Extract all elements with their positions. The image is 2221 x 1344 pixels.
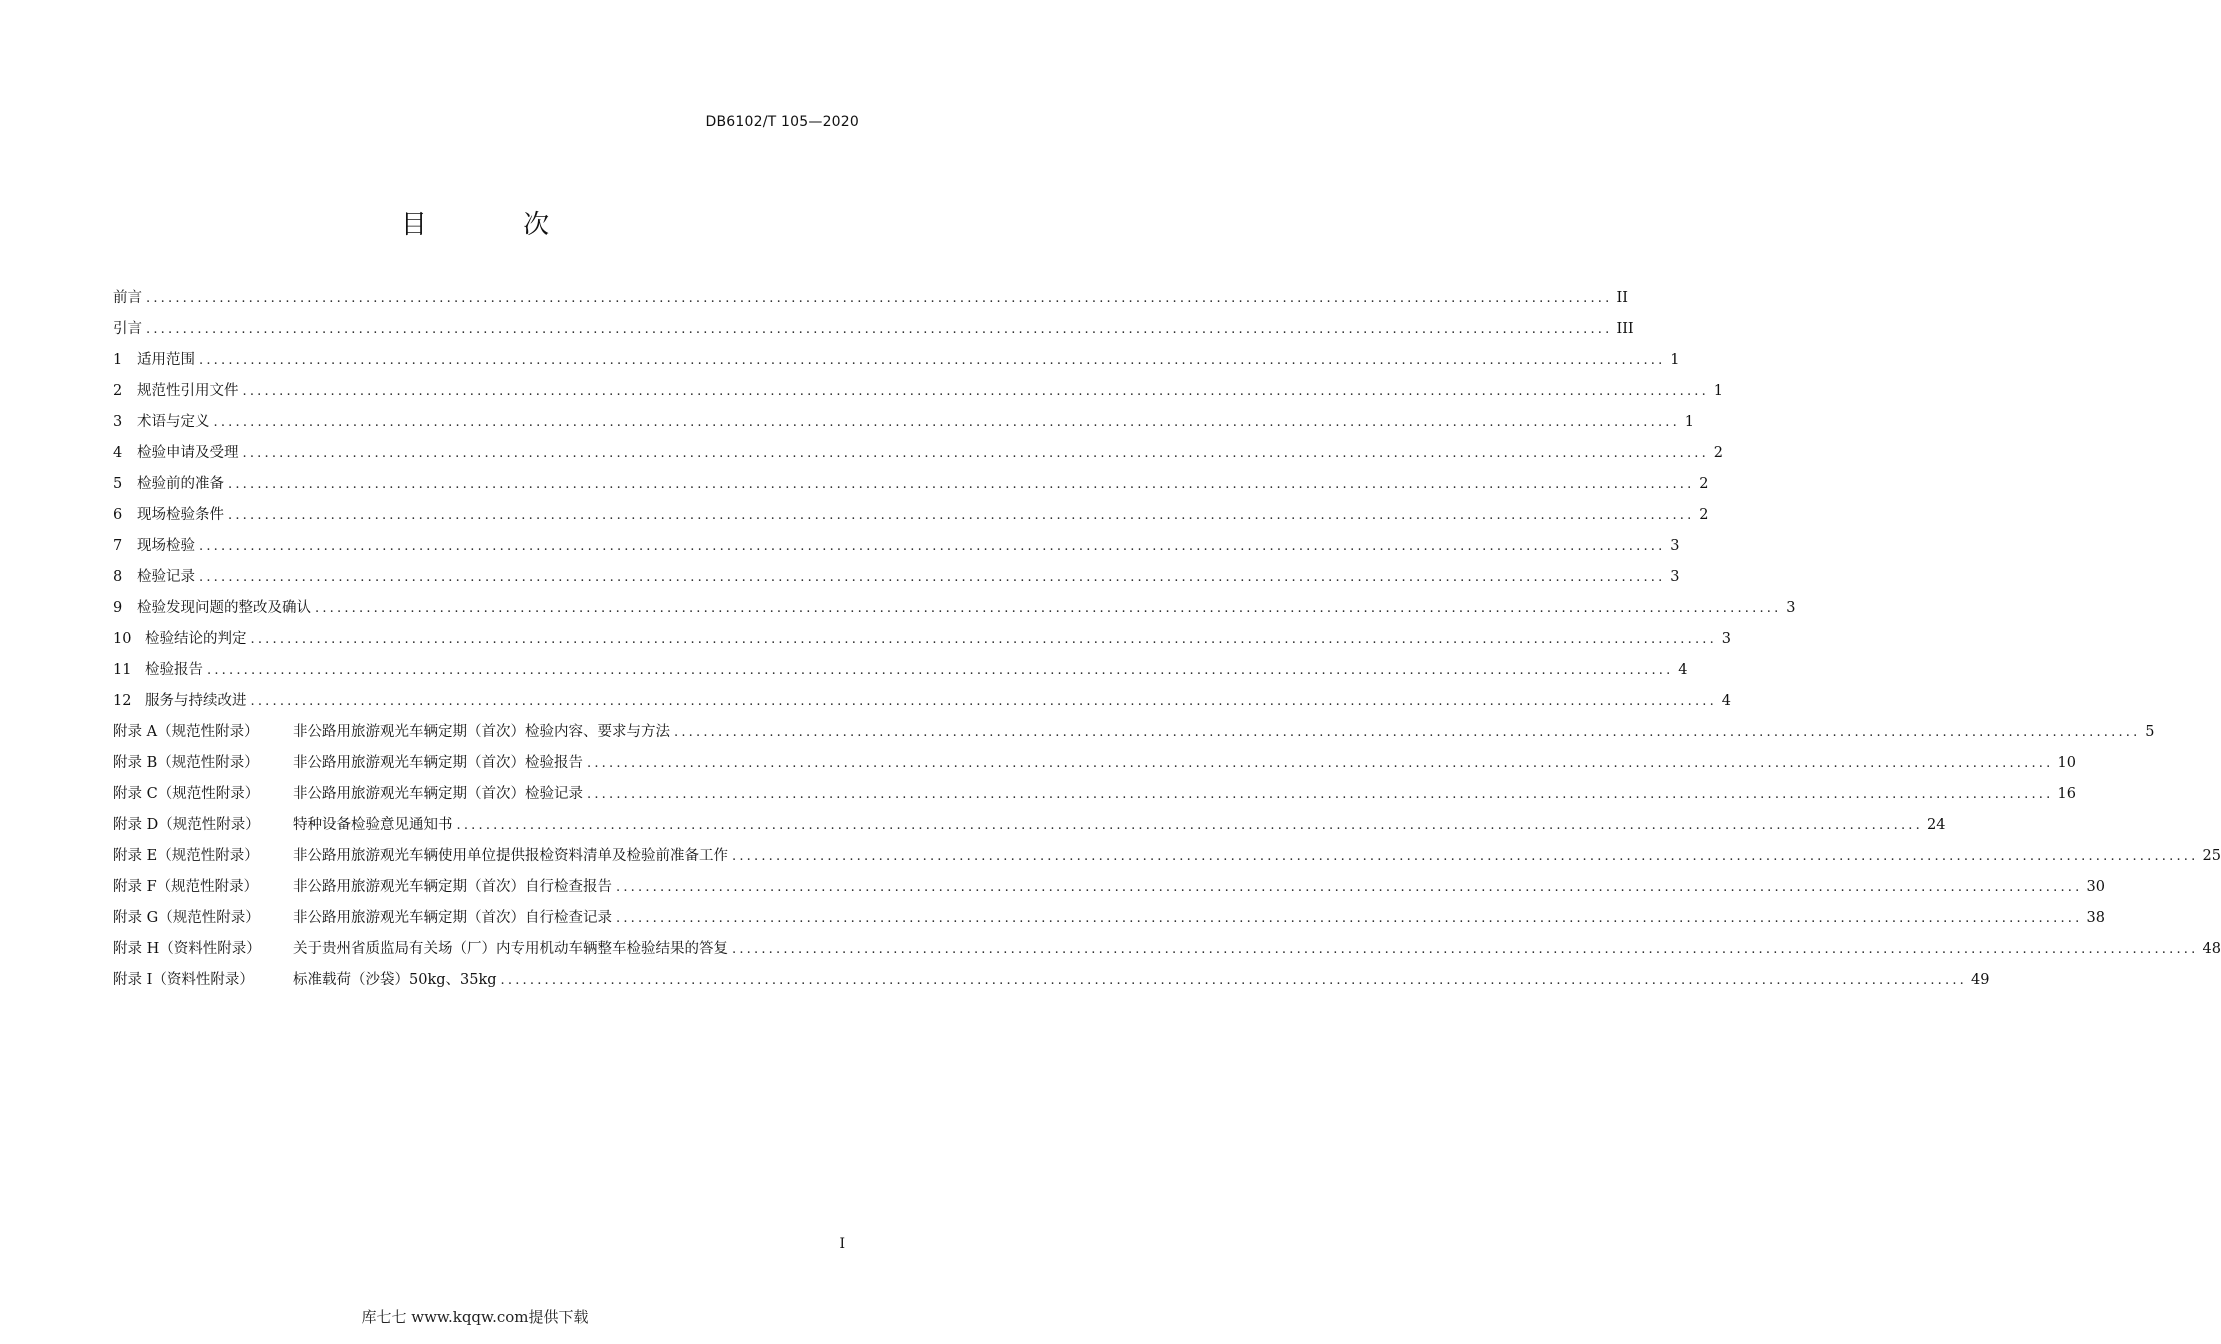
toc-dot-leader: ........................................................................................................................................................................................................	[199, 539, 1666, 554]
toc-entry-page: 16	[2057, 786, 2076, 802]
toc-entry-title: 标准载荷（沙袋）50kg、35kg	[293, 972, 497, 988]
toc-entry-title: 检验报告	[145, 662, 203, 678]
toc-entry-title: 现场检验条件	[137, 507, 224, 523]
toc-entry-title: 检验申请及受理	[137, 445, 239, 461]
toc-entry-page: 1	[1684, 414, 1694, 430]
toc-entry-page: 2	[1699, 507, 1709, 523]
toc-entry[interactable]	[113, 655, 1688, 686]
toc-entry[interactable]	[113, 624, 1731, 655]
toc-entry-page: 3	[1670, 569, 1680, 585]
toc-dot-leader: ........................................................................................................................................................................................................	[732, 849, 2199, 864]
toc-entry-page: 25	[2202, 848, 2221, 864]
toc-entry[interactable]	[113, 345, 1680, 376]
toc-entry-title: 规范性引用文件	[137, 383, 239, 399]
toc-dot-leader: ........................................................................................................................................................................................................	[242, 446, 1709, 461]
toc-entry-number: 附录 E（规范性附录）	[113, 848, 259, 864]
toc-entry-title: 特种设备检验意见通知书	[293, 817, 453, 833]
toc-entry[interactable]	[113, 841, 2221, 872]
toc-entry-title: 前言	[113, 290, 142, 306]
toc-entry-number: 6	[113, 507, 123, 523]
toc-entry-title: 检验发现问题的整改及确认	[137, 600, 311, 616]
toc-entry-title: 适用范围	[137, 352, 195, 368]
toc-entry-page: 10	[2057, 755, 2076, 771]
toc-entry[interactable]	[113, 686, 1731, 717]
toc-entry-number: 附录 D（规范性附录）	[113, 817, 260, 833]
toc-entry-page: 1	[1713, 383, 1723, 399]
toc-dot-leader: ........................................................................................................................................................................................................	[456, 818, 1923, 833]
toc-entry[interactable]	[113, 872, 2105, 903]
toc-entry-number: 附录 G（规范性附录）	[113, 910, 260, 926]
toc-dot-leader: ........................................................................................................................................................................................................	[500, 973, 1968, 988]
toc-entry-page: 3	[1721, 631, 1731, 647]
toc-dot-leader: ........................................................................................................................................................................................................	[228, 477, 1695, 492]
toc-entry-number: 11	[113, 662, 132, 678]
toc-entry-page: 4	[1678, 662, 1688, 678]
toc-entry-number: 1	[113, 352, 123, 368]
toc-entry-number: 附录 C（规范性附录）	[113, 786, 260, 802]
toc-dot-leader: ........................................................................................................................................................................................................	[199, 570, 1666, 585]
toc-entry[interactable]	[113, 283, 1628, 314]
toc-entry-number: 9	[113, 600, 123, 616]
page-title: 目 次	[400, 210, 594, 240]
toc-entry-number: 7	[113, 538, 123, 554]
toc-dot-leader: ........................................................................................................................................................................................................	[207, 663, 1674, 678]
toc-entry-number: 2	[113, 383, 123, 399]
toc-entry[interactable]	[113, 748, 2076, 779]
toc-entry-page: II	[1616, 290, 1628, 306]
toc-entry-title: 非公路用旅游观光车辆定期（首次）检验记录	[293, 786, 583, 802]
toc-dot-leader: ........................................................................................................................................................................................................	[616, 911, 2083, 926]
toc-entry-title: 引言	[113, 321, 142, 337]
toc-entry[interactable]	[113, 779, 2076, 810]
toc-dot-leader: ........................................................................................................................................................................................................	[587, 756, 2054, 771]
toc-dot-leader: ........................................................................................................................................................................................................	[213, 415, 1680, 430]
toc-dot-leader: ........................................................................................................................................................................................................	[250, 694, 1717, 709]
toc-entry-page: 3	[1670, 538, 1680, 554]
toc-entry[interactable]	[113, 903, 2105, 934]
toc-entry[interactable]	[113, 934, 2221, 965]
toc-entry-page: 49	[1971, 972, 1990, 988]
toc-entry-number: 附录 A（规范性附录）	[113, 724, 259, 740]
toc-entry[interactable]	[113, 593, 1796, 624]
toc-dot-leader: ........................................................................................................................................................................................................	[315, 601, 1782, 616]
toc-entry-number: 8	[113, 569, 123, 585]
toc-entry[interactable]	[113, 469, 1709, 500]
toc-entry-title: 关于贵州省质监局有关场（厂）内专用机动车辆整车检验结果的答复	[293, 941, 728, 957]
toc-entry-page: 3	[1786, 600, 1796, 616]
table-of-contents	[113, 283, 2221, 996]
toc-entry-title: 检验记录	[137, 569, 195, 585]
toc-entry-number: 附录 H（资料性附录）	[113, 941, 261, 957]
toc-entry-title: 非公路用旅游观光车辆定期（首次）自行检查记录	[293, 910, 612, 926]
toc-entry-number: 附录 I（资料性附录）	[113, 972, 254, 988]
toc-entry[interactable]	[113, 438, 1723, 469]
page-number: I	[839, 1236, 845, 1252]
toc-entry-title: 术语与定义	[137, 414, 210, 430]
toc-dot-leader: ........................................................................................................................................................................................................	[587, 787, 2054, 802]
toc-dot-leader: ........................................................................................................................................................................................................	[674, 725, 2141, 740]
toc-entry-page: 30	[2086, 879, 2105, 895]
toc-entry-number: 5	[113, 476, 123, 492]
toc-entry-page: III	[1616, 321, 1634, 337]
toc-entry-page: 1	[1670, 352, 1680, 368]
toc-entry-number: 3	[113, 414, 123, 430]
toc-entry-number: 12	[113, 693, 132, 709]
toc-entry[interactable]	[113, 562, 1680, 593]
toc-entry[interactable]	[113, 717, 2155, 748]
toc-entry-page: 38	[2086, 910, 2105, 926]
toc-entry-page: 24	[1926, 817, 1946, 833]
toc-entry[interactable]	[113, 965, 1990, 996]
toc-entry-title: 检验前的准备	[137, 476, 224, 492]
toc-entry[interactable]	[113, 407, 1694, 438]
toc-entry[interactable]	[113, 500, 1709, 531]
toc-entry-page: 48	[2202, 941, 2221, 957]
toc-entry-title: 检验结论的判定	[145, 631, 247, 647]
toc-entry-title: 非公路用旅游观光车辆定期（首次）检验报告	[293, 755, 583, 771]
toc-dot-leader: ........................................................................................................................................................................................................	[242, 384, 1709, 399]
toc-entry-title: 非公路用旅游观光车辆定期（首次）检验内容、要求与方法	[293, 724, 670, 740]
toc-entry[interactable]	[113, 531, 1680, 562]
toc-entry[interactable]	[113, 810, 1946, 841]
toc-dot-leader: ........................................................................................................................................................................................................	[146, 322, 1613, 337]
toc-entry-title: 服务与持续改进	[145, 693, 247, 709]
download-source-note: 库七七 www.kqqw.com提供下载	[361, 1308, 589, 1326]
toc-entry-page: 5	[2145, 724, 2155, 740]
toc-dot-leader: ........................................................................................................................................................................................................	[732, 942, 2199, 957]
toc-entry-number: 附录 F（规范性附录）	[113, 879, 259, 895]
toc-dot-leader: ........................................................................................................................................................................................................	[250, 632, 1717, 647]
toc-entry-number: 附录 B（规范性附录）	[113, 755, 259, 771]
toc-dot-leader: ........................................................................................................................................................................................................	[146, 291, 1613, 306]
toc-entry-title: 现场检验	[137, 538, 195, 554]
toc-entry-page: 2	[1699, 476, 1709, 492]
toc-entry-title: 非公路用旅游观光车辆定期（首次）自行检查报告	[293, 879, 612, 895]
toc-dot-leader: ........................................................................................................................................................................................................	[616, 880, 2083, 895]
toc-entry-page: 2	[1713, 445, 1723, 461]
toc-entry-number: 10	[113, 631, 132, 647]
toc-entry[interactable]	[113, 376, 1723, 407]
toc-entry-title: 非公路用旅游观光车辆使用单位提供报检资料清单及检验前准备工作	[293, 848, 728, 864]
toc-entry-page: 4	[1721, 693, 1731, 709]
standard-code: DB6102/T 105—2020	[705, 114, 859, 130]
toc-dot-leader: ........................................................................................................................................................................................................	[228, 508, 1695, 523]
toc-dot-leader: ........................................................................................................................................................................................................	[199, 353, 1666, 368]
toc-entry-number: 4	[113, 445, 123, 461]
toc-entry[interactable]	[113, 314, 1634, 345]
